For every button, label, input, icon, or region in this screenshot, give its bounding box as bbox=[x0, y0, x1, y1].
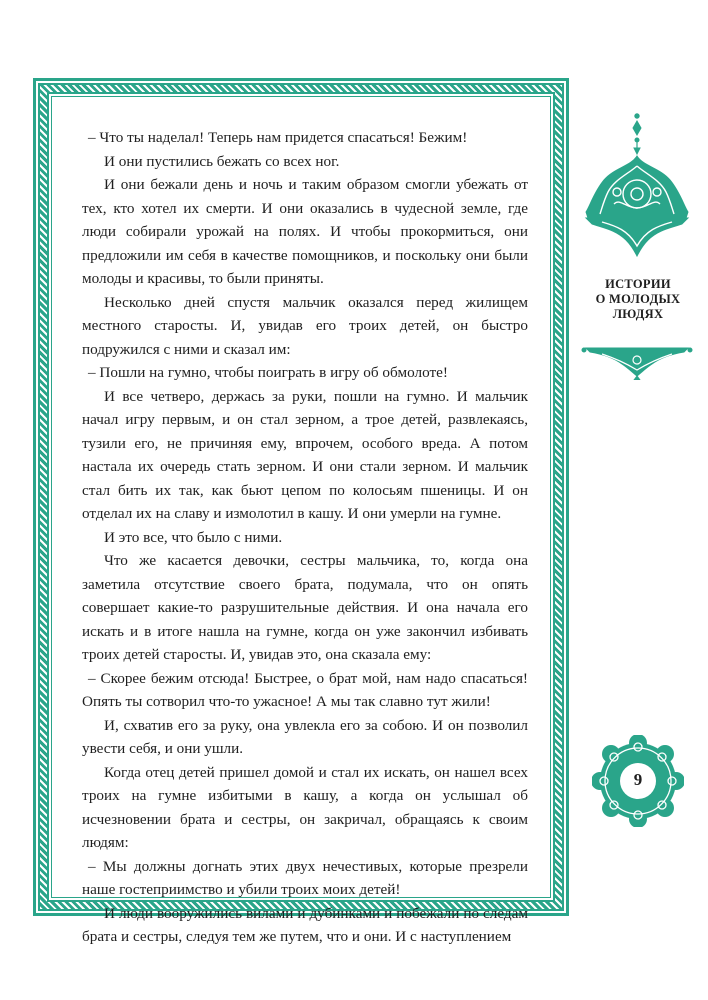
section-title-line: ИСТОРИИ bbox=[605, 277, 671, 291]
divider-ornament-icon bbox=[580, 340, 694, 380]
paragraph: И все четверо, держась за руки, пошли на гумно. И мальчик начал игру первым, и он стал зерном, а трое детей, развлекаясь, тузили его, не причиняя ему, впрочем, особого вреда. А потом настала их очередь стать зерном. И они стали зерном. И мальчик стал бить их так, как бьют цепом по колосьям пшеницы. И он отделал их на славу и измолотил в кашу. И они умерли на гумне. bbox=[82, 387, 528, 522]
paragraph: И они пустились бежать со всех ног. bbox=[104, 152, 340, 170]
paragraph: – Скорее бежим отсюда! Быстрее, о брат мой, нам надо спасаться! Опять ты сотворил что-то ужасное! А мы так славно тут жили! bbox=[82, 669, 528, 710]
body-text bbox=[82, 126, 528, 949]
page-number: 9 bbox=[633, 770, 643, 789]
section-title-line: О МОЛОДЫХ bbox=[595, 292, 681, 306]
paragraph: И это все, что было с ними. bbox=[104, 528, 283, 546]
section-title bbox=[586, 277, 690, 322]
paragraph: – Что ты наделал! Теперь нам придется спасаться! Бежим! bbox=[88, 129, 468, 146]
arabesque-ornament-icon bbox=[584, 108, 690, 258]
paragraph: Несколько дней спустя мальчик оказался перед жилищем местного старосты. И, увидав его троих детей, он быстро подружился с ними и сказал им: bbox=[82, 293, 528, 358]
paragraph: – Пошли на гумно, чтобы поиграть в игру об обмолоте! bbox=[88, 364, 448, 381]
paragraph: И, схватив его за руку, она увлекла его за собою. И он позволил увести себя, и они ушли. bbox=[82, 716, 528, 757]
paragraph: – Мы должны догнать этих двух нечестивых, которые презрели наше гостеприимство и убили троих моих детей! bbox=[82, 857, 528, 898]
paragraph: Когда отец детей пришел домой и стал их искать, он нашел всех троих на гумне избитыми в кашу, а когда он услышал об исчезновении брата и сестры, он закричал, обращаясь к своим людям: bbox=[82, 763, 528, 851]
paragraph: И люди вооружились вилами и дубинками и побежали по следам брата и сестры, следуя тем же путем, что и они. И с наступлением bbox=[82, 904, 528, 945]
paragraph: И они бежали день и ночь и таким образом смогли убежать от тех, кто хотел их смерти. И они оказались в чудесной земле, где люди собирали урожай на полях. И чтобы прокормиться, они предложили им себя в качестве помощников, и поскольку они были молоды и красивы, то были приняты. bbox=[82, 176, 528, 287]
section-title-line: ЛЮДЯХ bbox=[612, 307, 664, 321]
paragraph: Что же касается девочки, сестры мальчика, то, когда она заметила отсутствие своего брата, подумала, что он опять совершает какие-то разрушительные действия. И она начала его искать и в итоге нашла на гумне, когда он уже закончил избивать троих детей старосты. И, увидав это, она сказала ему: bbox=[82, 552, 528, 663]
